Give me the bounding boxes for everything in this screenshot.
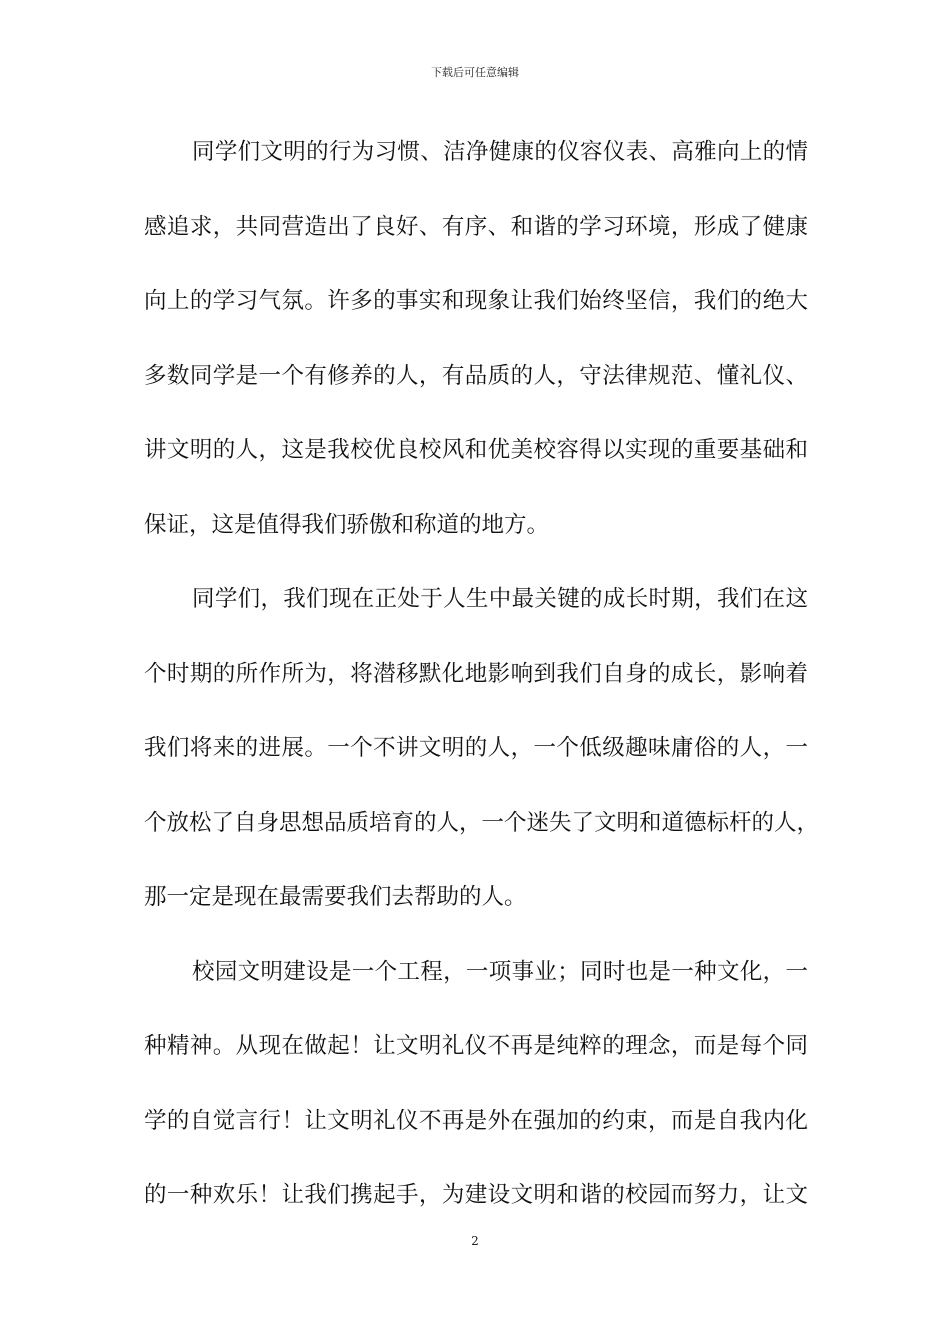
paragraph-2-line-1: 同学们，我们现在正处于人生中最关键的成长时期，我们在这 (192, 586, 808, 612)
paragraph-1-line-5: 讲文明的人，这是我校优良校风和优美校容得以实现的重要基础和 (144, 437, 808, 463)
paragraph-1-line-1: 同学们文明的行为习惯、洁净健康的仪容仪表、高雅向上的情 (192, 139, 808, 165)
paragraph-1-line-4: 多数同学是一个有修养的人，有品质的人，守法律规范、懂礼仪、 (144, 362, 808, 389)
paragraph-3-line-3: 学的自觉言行！让文明礼仪不再是外在强加的约束，而是自我内化 (144, 1107, 808, 1134)
paragraph-2-line-3: 我们将来的进展。一个不讲文明的人，一个低级趣味庸俗的人，一 (144, 735, 808, 761)
paragraph-2-line-5: 那一定是现在最需要我们去帮助的人。 (144, 884, 527, 910)
page-number: 2 (471, 1234, 479, 1248)
paragraph-3-line-2: 种精神。从现在做起！让文明礼仪不再是纯粹的理念，而是每个同 (144, 1033, 808, 1059)
paragraph-3-line-1: 校园文明建设是一个工程，一项事业；同时也是一种文化，一 (192, 958, 808, 985)
paragraph-3-line-4: 的一种欢乐！让我们携起手，为建设文明和谐的校园而努力，让文 (144, 1182, 808, 1208)
page-header: 下载后可任意编辑 (431, 66, 519, 79)
paragraph-1-line-2: 感追求，共同营造出了良好、有序、和谐的学习环境，形成了健康 (144, 213, 808, 240)
paragraph-1-line-3: 向上的学习气氛。许多的事实和现象让我们始终坚信，我们的绝大 (144, 288, 808, 314)
paragraph-1-line-6: 保证，这是值得我们骄傲和称道的地方。 (144, 511, 550, 538)
paragraph-2-line-4: 个放松了自身思想品质培育的人，一个迷失了文明和道德标杆的人， (144, 809, 820, 836)
paragraph-2-line-2: 个时期的所作所为，将潜移默化地影响到我们自身的成长，影响着 (144, 660, 808, 687)
document-body (144, 130, 820, 1248)
